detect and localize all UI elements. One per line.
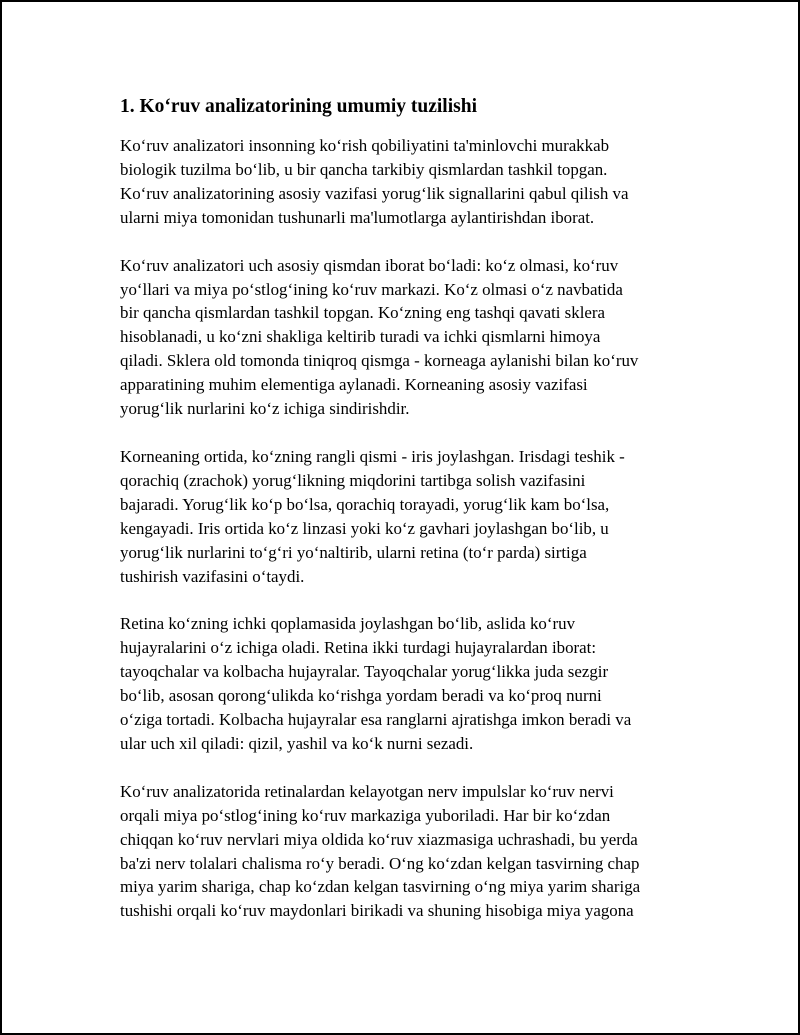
text-line: miya yarim shariga, chap ko‘zdan kelgan tasvirning o‘ng miya yarim shariga	[120, 877, 641, 897]
paragraph-4	[120, 612, 710, 755]
paragraph-3	[120, 445, 710, 588]
text-line: tayoqchalar va kolbacha hujayralar. Tayoqchalar yorug‘likka juda sezgir	[120, 662, 609, 682]
text-line: Korneaning ortida, ko‘zning rangli qismi - iris joylashgan. Irisdagi teshik -	[120, 446, 625, 466]
text-line: tushishi orqali ko‘ruv maydonlari birikadi va shuning hisobiga miya yagona	[120, 901, 634, 921]
paragraph-5	[120, 780, 710, 923]
text-line: bo‘lib, asosan qorong‘ulikda ko‘rishga yordam beradi va ko‘proq nurni	[120, 686, 602, 706]
text-line: yorug‘lik nurlarini ko‘z ichiga sindirishdir.	[120, 399, 410, 419]
paragraph-1	[120, 134, 710, 230]
text-line: o‘ziga tortadi. Kolbacha hujayralar esa ranglarni ajratishga imkon beradi va	[120, 710, 632, 730]
text-line: hisoblanadi, u ko‘zni shakliga keltirib turadi va ichki qismlarni himoya	[120, 327, 601, 347]
text-line: Retina ko‘zning ichki qoplamasida joylashgan bo‘lib, aslida ko‘ruv	[120, 614, 576, 634]
text-line: Ko‘ruv analizatorida retinalardan kelayotgan nerv impulslar ko‘ruv nervi	[120, 781, 614, 801]
text-line: bajaradi. Yorug‘lik ko‘p bo‘lsa, qorachiq torayadi, yorug‘lik kam bo‘lsa,	[120, 494, 610, 514]
text-line: ularni miya tomonidan tushunarli ma'lumotlarga aylantirishdan iborat.	[120, 207, 595, 227]
document-body	[120, 94, 710, 947]
text-line: ular uch xil qiladi: qizil, yashil va ko‘k nurni sezadi.	[120, 733, 474, 753]
text-line: Ko‘ruv analizatorining asosiy vazifasi yorug‘lik signallarini qabul qilish va	[120, 183, 629, 203]
text-line: chiqqan ko‘ruv nervlari miya oldida ko‘ruv xiazmasiga uchrashadi, bu yerda	[120, 829, 638, 849]
paragraph-2	[120, 254, 710, 421]
text-line: hujayralarini o‘z ichiga oladi. Retina ikki turdagi hujayralardan iborat:	[120, 638, 597, 658]
text-line: tushirish vazifasini o‘taydi.	[120, 566, 305, 586]
text-line: qiladi. Sklera old tomonda tiniqroq qismga - korneaga aylanishi bilan ko‘ruv	[120, 351, 639, 371]
section-heading: 1. Ko‘ruv analizatorining umumiy tuzilishi	[120, 96, 477, 117]
text-line: ba'zi nerv tolalari chalisma ro‘y beradi. O‘ng ko‘zdan kelgan tasvirning chap	[120, 853, 640, 873]
text-line: Ko‘ruv analizatori uch asosiy qismdan iborat bo‘ladi: ko‘z olmasi, ko‘ruv	[120, 255, 619, 275]
text-line: qorachiq (zrachok) yorug‘likning miqdorini tartibga solish vazifasini	[120, 470, 586, 490]
text-line: yo‘llari va miya po‘stlog‘ining ko‘ruv markazi. Ko‘z olmasi o‘z navbatida	[120, 279, 623, 299]
text-line: yorug‘lik nurlarini to‘g‘ri yo‘naltirib, ularni retina (to‘r parda) sirtiga	[120, 542, 587, 562]
text-line: orqali miya po‘stlog‘ining ko‘ruv markaziga yuboriladi. Har bir ko‘zdan	[120, 805, 611, 825]
text-line: Ko‘ruv analizatori insonning ko‘rish qobiliyatini ta'minlovchi murakkab	[120, 136, 610, 155]
text-line: bir qancha qismlardan tashkil topgan. Ko‘zning eng tashqi qavati sklera	[120, 303, 606, 323]
text-line: biologik tuzilma bo‘lib, u bir qancha tarkibiy qismlardan tashkil topgan.	[120, 159, 608, 179]
text-line: apparatining muhim elementiga aylanadi. Korneaning asosiy vazifasi	[120, 375, 588, 395]
text-line: kengayadi. Iris ortida ko‘z linzasi yoki ko‘z gavhari joylashgan bo‘lib, u	[120, 518, 609, 538]
